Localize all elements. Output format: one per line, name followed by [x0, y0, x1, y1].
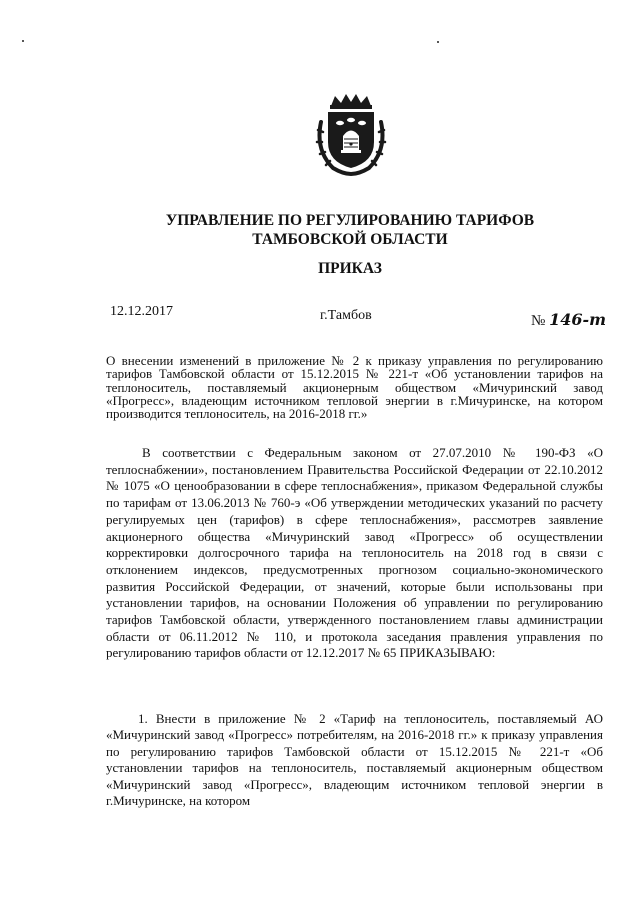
scan-speck — [437, 41, 439, 43]
document-item-1: 1. Внести в приложение № 2 «Тариф на теплоноситель, поставляемый АО «Мичуринский завод «Прогресс» потребителям, на 2016-2018 гг.» к приказу управления по регулированию тарифов Тамбовской области от 15.12.2015 № 221-т «Об установлении тарифов на теплоноситель, поставляемый акционерным обществом «Мичуринский завод «Прогресс», владеющим источником тепловой энергии в г.Мичуринске, на котором — [106, 711, 603, 809]
number-handwritten: 146-т — [549, 310, 607, 329]
document-preamble: В соответствии с Федеральным законом от 27.07.2010 № 190-ФЗ «О теплоснабжении», постановлением Правительства Российской Федерации от 22.10.2012 № 1075 «О ценообразовании в сфере теплоснабжения», приказом Федеральной службы по тарифам от 13.06.2013 № 760-э «Об утверждении методических указаний по расчету регулируемых цен (тарифов) в сфере теплоснабжения», рассмотрев заявление акционерного общества «Мичуринский завод «Прогресс» об осуществлении корректировки долгосрочного тарифа на теплоноситель на 2018 год в связи с отклонением индексов, предусмотренных прогнозом социально-экономического развития Российской Федерации, от значений, которые были использованы при установлении тарифов, на основании Положения об управлении по регулированию тарифов Тамбовской области, утвержденного постановлением главы администрации области от 06.11.2012 № 110, и протокола заседания правления управления по регулированию тарифов области от 12.12.2017 № 65 ПРИКАЗЫВАЮ: — [106, 445, 603, 661]
organization-line-2: ТАМБОВСКОЙ ОБЛАСТИ — [252, 231, 448, 248]
document-type-title: ПРИКАЗ — [318, 260, 382, 277]
document-number — [531, 310, 606, 330]
document-city: г.Тамбов — [320, 308, 372, 323]
document-subject: О внесении изменений в приложение № 2 к приказу управления по регулированию тарифов Тамбовской области от 15.12.2015 № 221-т «Об установлении тарифов на теплоноситель, поставляемый акционерным обществом «Мичуринский завод «Прогресс», владеющим источником тепловой энергии в г.Мичуринске, на котором производится теплоноситель, на 2016-2018 гг.» — [106, 353, 603, 422]
scan-speck — [22, 40, 24, 42]
coat-of-arms-icon — [313, 92, 389, 176]
organization-line-1: УПРАВЛЕНИЕ ПО РЕГУЛИРОВАНИЮ ТАРИФОВ — [165, 212, 535, 229]
organization-heading — [100, 211, 600, 249]
number-prefix: № — [531, 313, 546, 329]
document-date: 12.12.2017 — [110, 304, 173, 319]
